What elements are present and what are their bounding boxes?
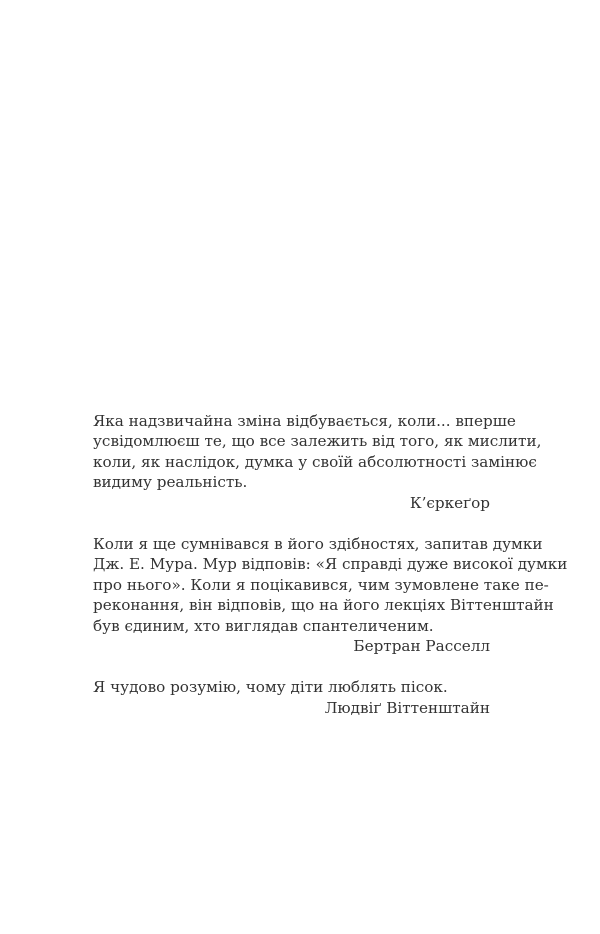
epigraphs-block [93,411,568,739]
epigraph-wittgenstein [93,677,490,718]
quote-line: був єдиним, хто виглядав спантеличеним. [93,616,434,635]
quote-line: Я чудово розумію, чому діти люблять пісок. [93,678,448,697]
epigraph-author: Бертран Расселл [353,637,490,656]
quote-line: Дж. Е. Мура. Мур відповів: «Я справді дуже високої думки [93,555,568,574]
quote-line: коли, як наслідок, думка у своїй абсолютності замінює [93,452,537,471]
quote-line: видиму реальність. [93,473,248,492]
epigraph-author: Людвіґ Віттенштайн [324,698,490,717]
epigraph-kierkegaard [93,411,542,513]
epigraph-russell [93,534,568,656]
quote-line: реконання, він відповів, що на його лекціях Віттенштайн [93,596,554,615]
epigraph-quote [93,677,490,697]
quote-line: усвідомлюєш те, що все залежить від того, як мислити, [93,432,542,451]
quote-line: про нього». Коли я поцікавився, чим зумовлене таке пе- [93,575,549,594]
epigraph-quote [93,411,542,493]
epigraph-quote [93,534,568,636]
quote-line: Коли я ще сумнівався в його здібностях, запитав думки [93,535,543,554]
quote-line: Яка надзвичайна зміна відбувається, коли... вперше [93,412,516,430]
epigraph-author: К’єркеґор [409,493,490,512]
